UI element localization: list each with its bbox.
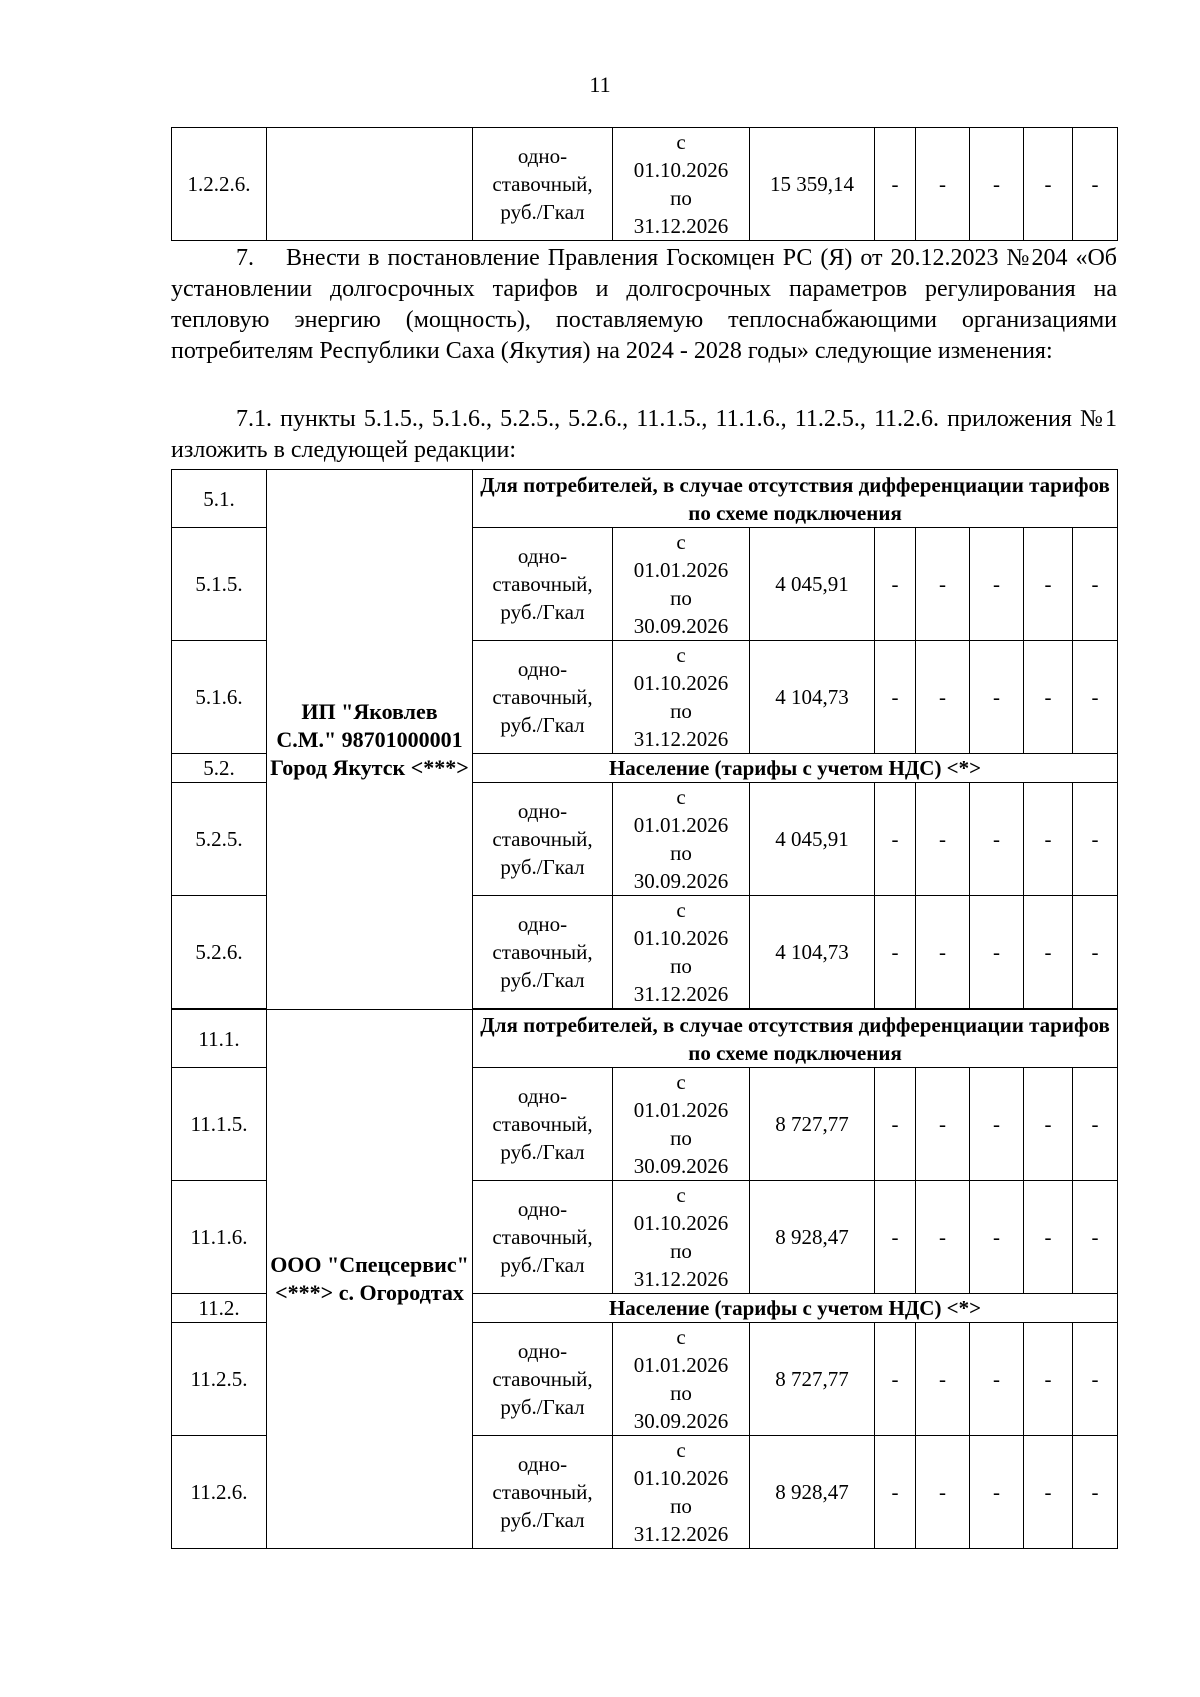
dash-cell: -	[970, 1323, 1024, 1436]
tariff-value: 8 928,47	[750, 1181, 875, 1294]
row-code: 11.2.6.	[172, 1436, 267, 1549]
tariff-period: с 01.01.2026 по 30.09.2026	[613, 783, 750, 896]
tariff-period: с 01.01.2026 по 30.09.2026	[613, 528, 750, 641]
paragraph-7: 7. Внести в постановление Правления Госкомцен РС (Я) от 20.12.2023 №204 «Об установлении долгосрочных тарифов и долгосрочных параметров регулирования на тепловую энергию (мощность), поставляемую теплоснабжающими организациями потребителям Республики Саха (Якутия) на 2024 - 2028 годы» следующие изменения:	[171, 245, 1117, 364]
tariff-table	[171, 469, 1118, 1549]
dash-cell: -	[916, 1323, 970, 1436]
dash-cell: -	[1073, 1323, 1118, 1436]
dash-cell: -	[916, 641, 970, 754]
dash-cell: -	[1073, 1068, 1118, 1181]
dash-cell: -	[916, 1068, 970, 1181]
tariff-type: одно- ставочный, руб./Гкал	[473, 1068, 613, 1181]
dash-cell: -	[875, 1436, 916, 1549]
tariff-value: 8 928,47	[750, 1436, 875, 1549]
tariff-period: с 01.10.2026 по 31.12.2026	[613, 1181, 750, 1294]
dash-cell: -	[970, 1181, 1024, 1294]
dash-cell: -	[1073, 896, 1118, 1009]
row-code: 11.2.5.	[172, 1323, 267, 1436]
dash-cell: -	[970, 1068, 1024, 1181]
section-title: Население (тарифы с учетом НДС) <*>	[473, 1294, 1118, 1323]
dash-cell: -	[1024, 783, 1073, 896]
section-title: Для потребителей, в случае отсутствия дифференциации тарифов по схеме подключения	[473, 1010, 1118, 1068]
row-code: 5.2.5.	[172, 783, 267, 896]
organization-name: ИП "Яковлев С.М." 98701000001 Город Якутск <***>	[267, 470, 473, 1010]
dash-cell: -	[1024, 128, 1073, 241]
section-header-row	[172, 470, 1118, 528]
row-code: 5.2.6.	[172, 896, 267, 1009]
dash-cell: -	[1073, 128, 1118, 241]
tariff-period: с 01.10.2026 по 31.12.2026	[613, 1436, 750, 1549]
tariff-type: одно- ставочный, руб./Гкал	[473, 1323, 613, 1436]
row-code: 5.1.6.	[172, 641, 267, 754]
dash-cell: -	[875, 783, 916, 896]
tariff-value: 4 045,91	[750, 528, 875, 641]
tariff-value: 8 727,77	[750, 1323, 875, 1436]
dash-cell: -	[1024, 1068, 1073, 1181]
dash-cell: -	[1024, 1181, 1073, 1294]
dash-cell: -	[1073, 783, 1118, 896]
org-cell	[267, 128, 473, 241]
tariff-value: 8 727,77	[750, 1068, 875, 1181]
row-code: 11.1.6.	[172, 1181, 267, 1294]
dash-cell: -	[970, 641, 1024, 754]
tariff-value: 4 104,73	[750, 641, 875, 754]
dash-cell: -	[970, 1436, 1024, 1549]
section-title: Для потребителей, в случае отсутствия дифференциации тарифов по схеме подключения	[473, 470, 1118, 528]
continuation-table	[171, 127, 1118, 241]
dash-cell: -	[1024, 1436, 1073, 1549]
dash-cell: -	[916, 896, 970, 1009]
section-header-row	[172, 1010, 1118, 1068]
organization-name: ООО "Спецсервис" <***> с. Огородтах	[267, 1010, 473, 1549]
dash-cell: -	[1073, 528, 1118, 641]
section-code: 11.2.	[172, 1294, 267, 1323]
section-code: 5.2.	[172, 754, 267, 783]
tariff-period: с 01.01.2026 по 30.09.2026	[613, 1323, 750, 1436]
table-row	[172, 128, 1118, 241]
paragraph-7-1-block	[171, 404, 1117, 466]
dash-cell: -	[875, 641, 916, 754]
dash-cell: -	[916, 528, 970, 641]
dash-cell: -	[916, 783, 970, 896]
tariff-type: одно- ставочный, руб./Гкал	[473, 641, 613, 754]
tariff-value: 4 104,73	[750, 896, 875, 1009]
row-code: 5.1.5.	[172, 528, 267, 641]
paragraph-7-1: 7.1. пункты 5.1.5., 5.1.6., 5.2.5., 5.2.6., 11.1.5., 11.1.6., 11.2.5., 11.2.6. приложения №1 изложить в следующей редакции:	[171, 406, 1117, 463]
dash-cell: -	[970, 783, 1024, 896]
tariff-period: с 01.01.2026 по 30.09.2026	[613, 1068, 750, 1181]
tariff-value: 15 359,14	[750, 128, 875, 241]
tariff-period: с 01.10.2026 по 31.12.2026	[613, 641, 750, 754]
row-code: 11.1.5.	[172, 1068, 267, 1181]
section-code: 11.1.	[172, 1010, 267, 1068]
page-number: 11	[589, 72, 611, 97]
section-title: Население (тарифы с учетом НДС) <*>	[473, 754, 1118, 783]
dash-cell: -	[970, 528, 1024, 641]
dash-cell: -	[875, 1323, 916, 1436]
tariff-period: с 01.10.2026 по 31.12.2026	[613, 128, 750, 241]
paragraph-7-block	[171, 243, 1117, 367]
tariff-type: одно- ставочный, руб./Гкал	[473, 1181, 613, 1294]
dash-cell: -	[1073, 1181, 1118, 1294]
dash-cell: -	[875, 528, 916, 641]
tariff-type: одно- ставочный, руб./Гкал	[473, 1436, 613, 1549]
dash-cell: -	[916, 128, 970, 241]
dash-cell: -	[1024, 528, 1073, 641]
dash-cell: -	[970, 128, 1024, 241]
tariff-period: с 01.10.2026 по 31.12.2026	[613, 896, 750, 1009]
dash-cell: -	[875, 896, 916, 1009]
dash-cell: -	[875, 1181, 916, 1294]
dash-cell: -	[970, 896, 1024, 1009]
section-code: 5.1.	[172, 470, 267, 528]
dash-cell: -	[875, 1068, 916, 1181]
tariff-type: одно- ставочный, руб./Гкал	[473, 896, 613, 1009]
tariff-type: одно- ставочный, руб./Гкал	[473, 528, 613, 641]
tariff-value: 4 045,91	[750, 783, 875, 896]
dash-cell: -	[916, 1436, 970, 1549]
dash-cell: -	[875, 128, 916, 241]
dash-cell: -	[1073, 1436, 1118, 1549]
dash-cell: -	[1024, 896, 1073, 1009]
tariff-type: одно- ставочный, руб./Гкал	[473, 783, 613, 896]
row-code: 1.2.2.6.	[172, 128, 267, 241]
dash-cell: -	[1024, 1323, 1073, 1436]
tariff-type: одно- ставочный, руб./Гкал	[473, 128, 613, 241]
dash-cell: -	[1073, 641, 1118, 754]
dash-cell: -	[916, 1181, 970, 1294]
dash-cell: -	[1024, 641, 1073, 754]
